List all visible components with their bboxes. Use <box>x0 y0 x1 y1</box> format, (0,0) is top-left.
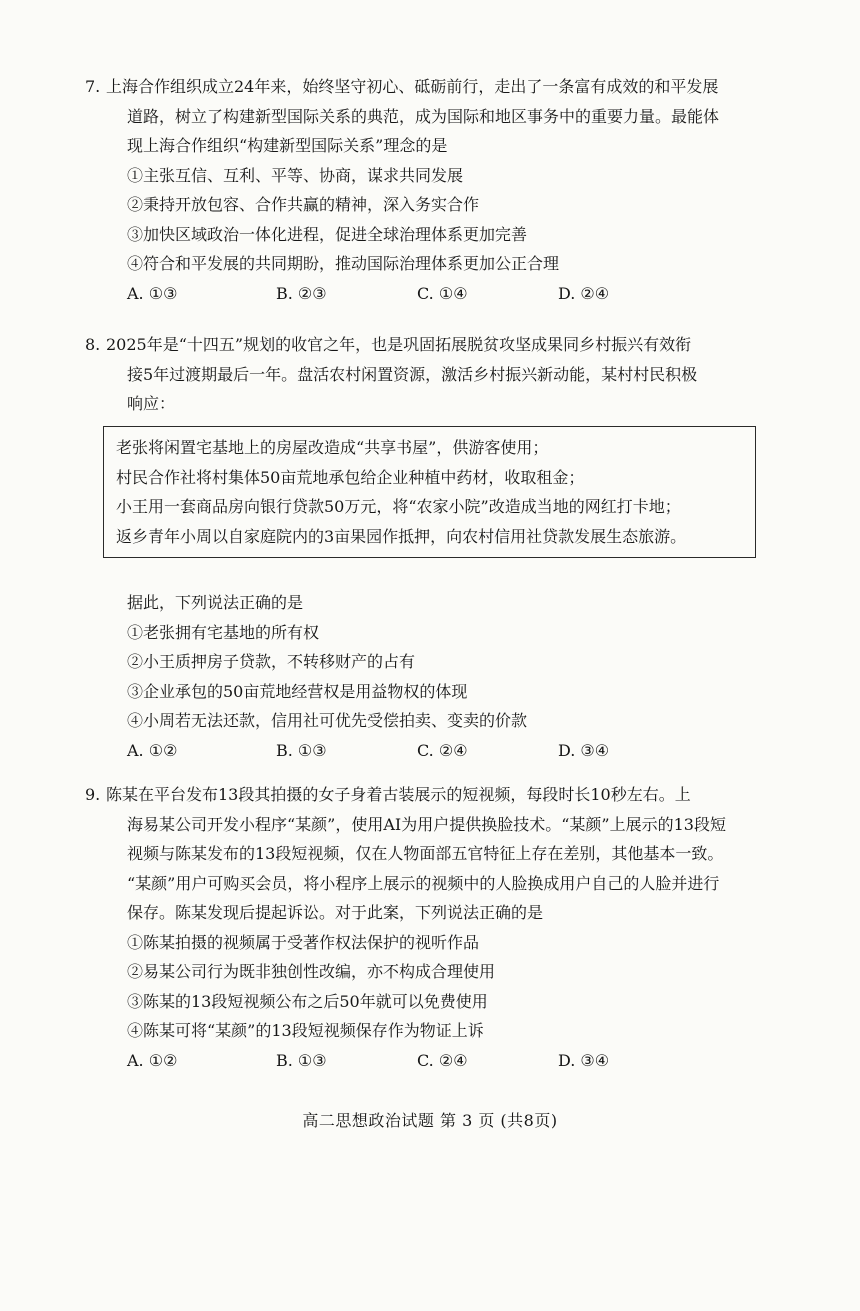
option-a: A. ①② <box>127 1050 178 1070</box>
question-8-stem-line: 接5年过渡期最后一年。盘活农村闲置资源，激活乡村振兴新动能，某村村民积极 <box>127 364 698 384</box>
question-8-stem-line: 8. 2025年是“十四五”规划的收官之年，也是巩固拓展脱贫攻坚成果同乡村振兴有效衔 <box>106 330 766 360</box>
question-9-stem-line: 视频与陈某发布的13段短视频，仅在人物面部五官特征上存在差别，其他基本一致。 <box>127 844 724 863</box>
question-9-stem-line: “某颜”用户可购买会员，将小程序上展示的视频中的人脸换成用户自己的人脸并进行 <box>127 873 720 893</box>
material-line: 老张将闲置宅基地上的房屋改造成“共享书屋”，供游客使用； <box>116 438 549 457</box>
question-8-lead: 据此，下列说法正确的是 <box>127 593 304 612</box>
answer-options <box>106 736 766 766</box>
option-d: D. ③④ <box>558 1050 610 1070</box>
statement-4: ④陈某可将“某颜”的13段短视频保存作为物证上诉 <box>127 1021 484 1040</box>
statement-2: ②小王质押房子贷款，不转移财产的占有 <box>127 652 416 671</box>
option-d: D. ③④ <box>558 740 610 760</box>
statement-2: ②秉持开放包容、合作共赢的精神，深入务实合作 <box>127 195 480 214</box>
question-9 <box>85 780 766 1075</box>
question-8-continued <box>106 588 766 765</box>
question-7 <box>85 72 766 308</box>
question-8-stem-line: 响应： <box>127 394 176 413</box>
page-footer: 高二思想政治试题 第 3 页 (共8页) <box>302 1111 558 1130</box>
question-9-stem-line: 海易某公司开发小程序“某颜”，使用AI为用户提供换脸技术。“某颜”上展示的13段短 <box>127 814 726 834</box>
question-number: 8. <box>85 335 101 354</box>
answer-options <box>106 1046 766 1076</box>
question-number: 9. <box>85 785 101 804</box>
option-b: B. ①③ <box>276 740 327 760</box>
option-a: A. ①② <box>127 740 178 760</box>
question-8 <box>85 330 766 419</box>
question-number: 7. <box>85 77 101 96</box>
question-9-stem-line: 9. 陈某在平台发布13段其拍摄的女子身着古装展示的短视频，每段时长10秒左右。上 <box>106 780 766 810</box>
statement-1: ①老张拥有宅基地的所有权 <box>127 622 320 642</box>
statement-3: ③企业承包的50亩荒地经营权是用益物权的体现 <box>127 681 468 701</box>
option-c: C. ②④ <box>417 740 468 760</box>
question-7-stem-line: 道路，树立了构建新型国际关系的典范，成为国际和地区事务中的重要力量。最能体 <box>127 106 720 126</box>
material-box <box>103 426 756 558</box>
question-7-stem-line: 7. 上海合作组织成立24年来，始终坚守初心、砥砺前行，走出了一条富有成效的和平发展 <box>106 72 766 102</box>
question-9-stem-line: 保存。陈某发现后提起诉讼。对于此案，下列说法正确的是 <box>127 903 544 922</box>
statement-4: ④小周若无法还款，信用社可优先受偿拍卖、变卖的价款 <box>127 711 528 730</box>
option-d: D. ②④ <box>558 283 610 303</box>
statement-1: ①陈某拍摄的视频属于受著作权法保护的视听作品 <box>127 932 480 952</box>
material-line: 小王用一套商品房向银行贷款50万元，将“农家小院”改造成当地的网红打卡地； <box>116 497 681 516</box>
option-a: A. ①③ <box>127 283 178 303</box>
statement-1: ①主张互信、互利、平等、协商，谋求共同发展 <box>127 165 464 185</box>
option-b: B. ①③ <box>276 1050 327 1070</box>
statement-2: ②易某公司行为既非独创性改编，亦不构成合理使用 <box>127 962 496 981</box>
option-b: B. ②③ <box>276 283 327 303</box>
question-7-stem-line: 现上海合作组织“构建新型国际关系”理念的是 <box>127 136 448 155</box>
material-box-wrap <box>103 418 756 558</box>
statement-3: ③陈某的13段短视频公布之后50年就可以免费使用 <box>127 991 488 1011</box>
option-c: C. ①④ <box>417 283 468 303</box>
statement-4: ④符合和平发展的共同期盼，推动国际治理体系更加公正合理 <box>127 254 560 273</box>
material-line: 返乡青年小周以自家庭院内的3亩果园作抵押，向农村信用社贷款发展生态旅游。 <box>116 526 687 546</box>
material-line: 村民合作社将村集体50亩荒地承包给企业种植中药材，收取租金； <box>116 467 585 487</box>
statement-3: ③加快区域政治一体化进程，促进全球治理体系更加完善 <box>127 224 528 244</box>
option-c: C. ②④ <box>417 1050 468 1070</box>
answer-options <box>106 279 766 309</box>
